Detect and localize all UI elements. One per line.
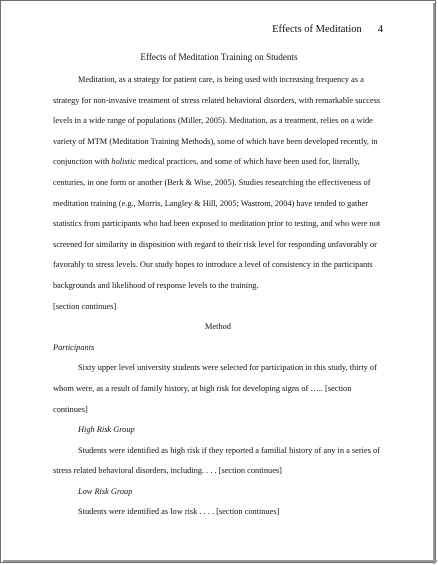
low-risk-heading: Low Risk Group — [78, 486, 133, 496]
high-risk-heading: High Risk Group — [78, 425, 135, 435]
participants-paragraph: Sixty upper level university students were selected for participation in this study, thirty of whom were, as a result of family history, at high risk for developing signs of ….. [section continues] — [53, 363, 377, 414]
low-risk-paragraph: Students were identified as low risk . . . . [section continues] — [78, 507, 280, 517]
page-shadow-right — [433, 3, 435, 564]
participants-heading: Participants — [53, 342, 95, 352]
intro-section-continues: [section continues] — [53, 301, 117, 311]
page-number: 4 — [377, 24, 383, 35]
paper-title: Effects of Meditation Training on Students — [140, 52, 298, 62]
emphasis-holistic: holistic — [111, 157, 136, 167]
running-head-title: Effects of Meditation — [272, 24, 362, 35]
intro-paragraph: Meditation, as a strategy for patient care, is being used with increasing frequency as a strategy for non-invasive treatment of stress related behavioral disorders, with remarkable success levels in a wide range of populations (Miller, 2005). Meditation, as a treatment, relies on a wide variety of MTM (Meditation Training Methods), some of which have been developed recently, in conjunction with holistic medical practices, and some of which have been used for, literally, centuries, in one form or another (Berk & Wise, 2005). Studies researching the effectiveness of meditation training (e.g., Morris, Langley & Hill, 2005; Wastrom, 2004) have tended to gather statistics from participants who had been exposed to meditation prior to testing, and who were not screened for similarity in disposition with regard to their risk level for responding unfavorably or favorably to stress levels. Our study hopes to introduce a level of consistency in the participants backgrounds and likelihood of response levels to the training. — [53, 75, 381, 290]
method-heading: Method — [205, 322, 231, 332]
high-risk-paragraph: Students were identified as high risk if they reported a familial history of any in a series of stress related behavioral disorders, including. . . . [section continues] — [53, 445, 380, 476]
page-shadow-bottom — [3, 560, 437, 562]
paper-body — [53, 70, 383, 523]
running-head — [272, 24, 383, 35]
